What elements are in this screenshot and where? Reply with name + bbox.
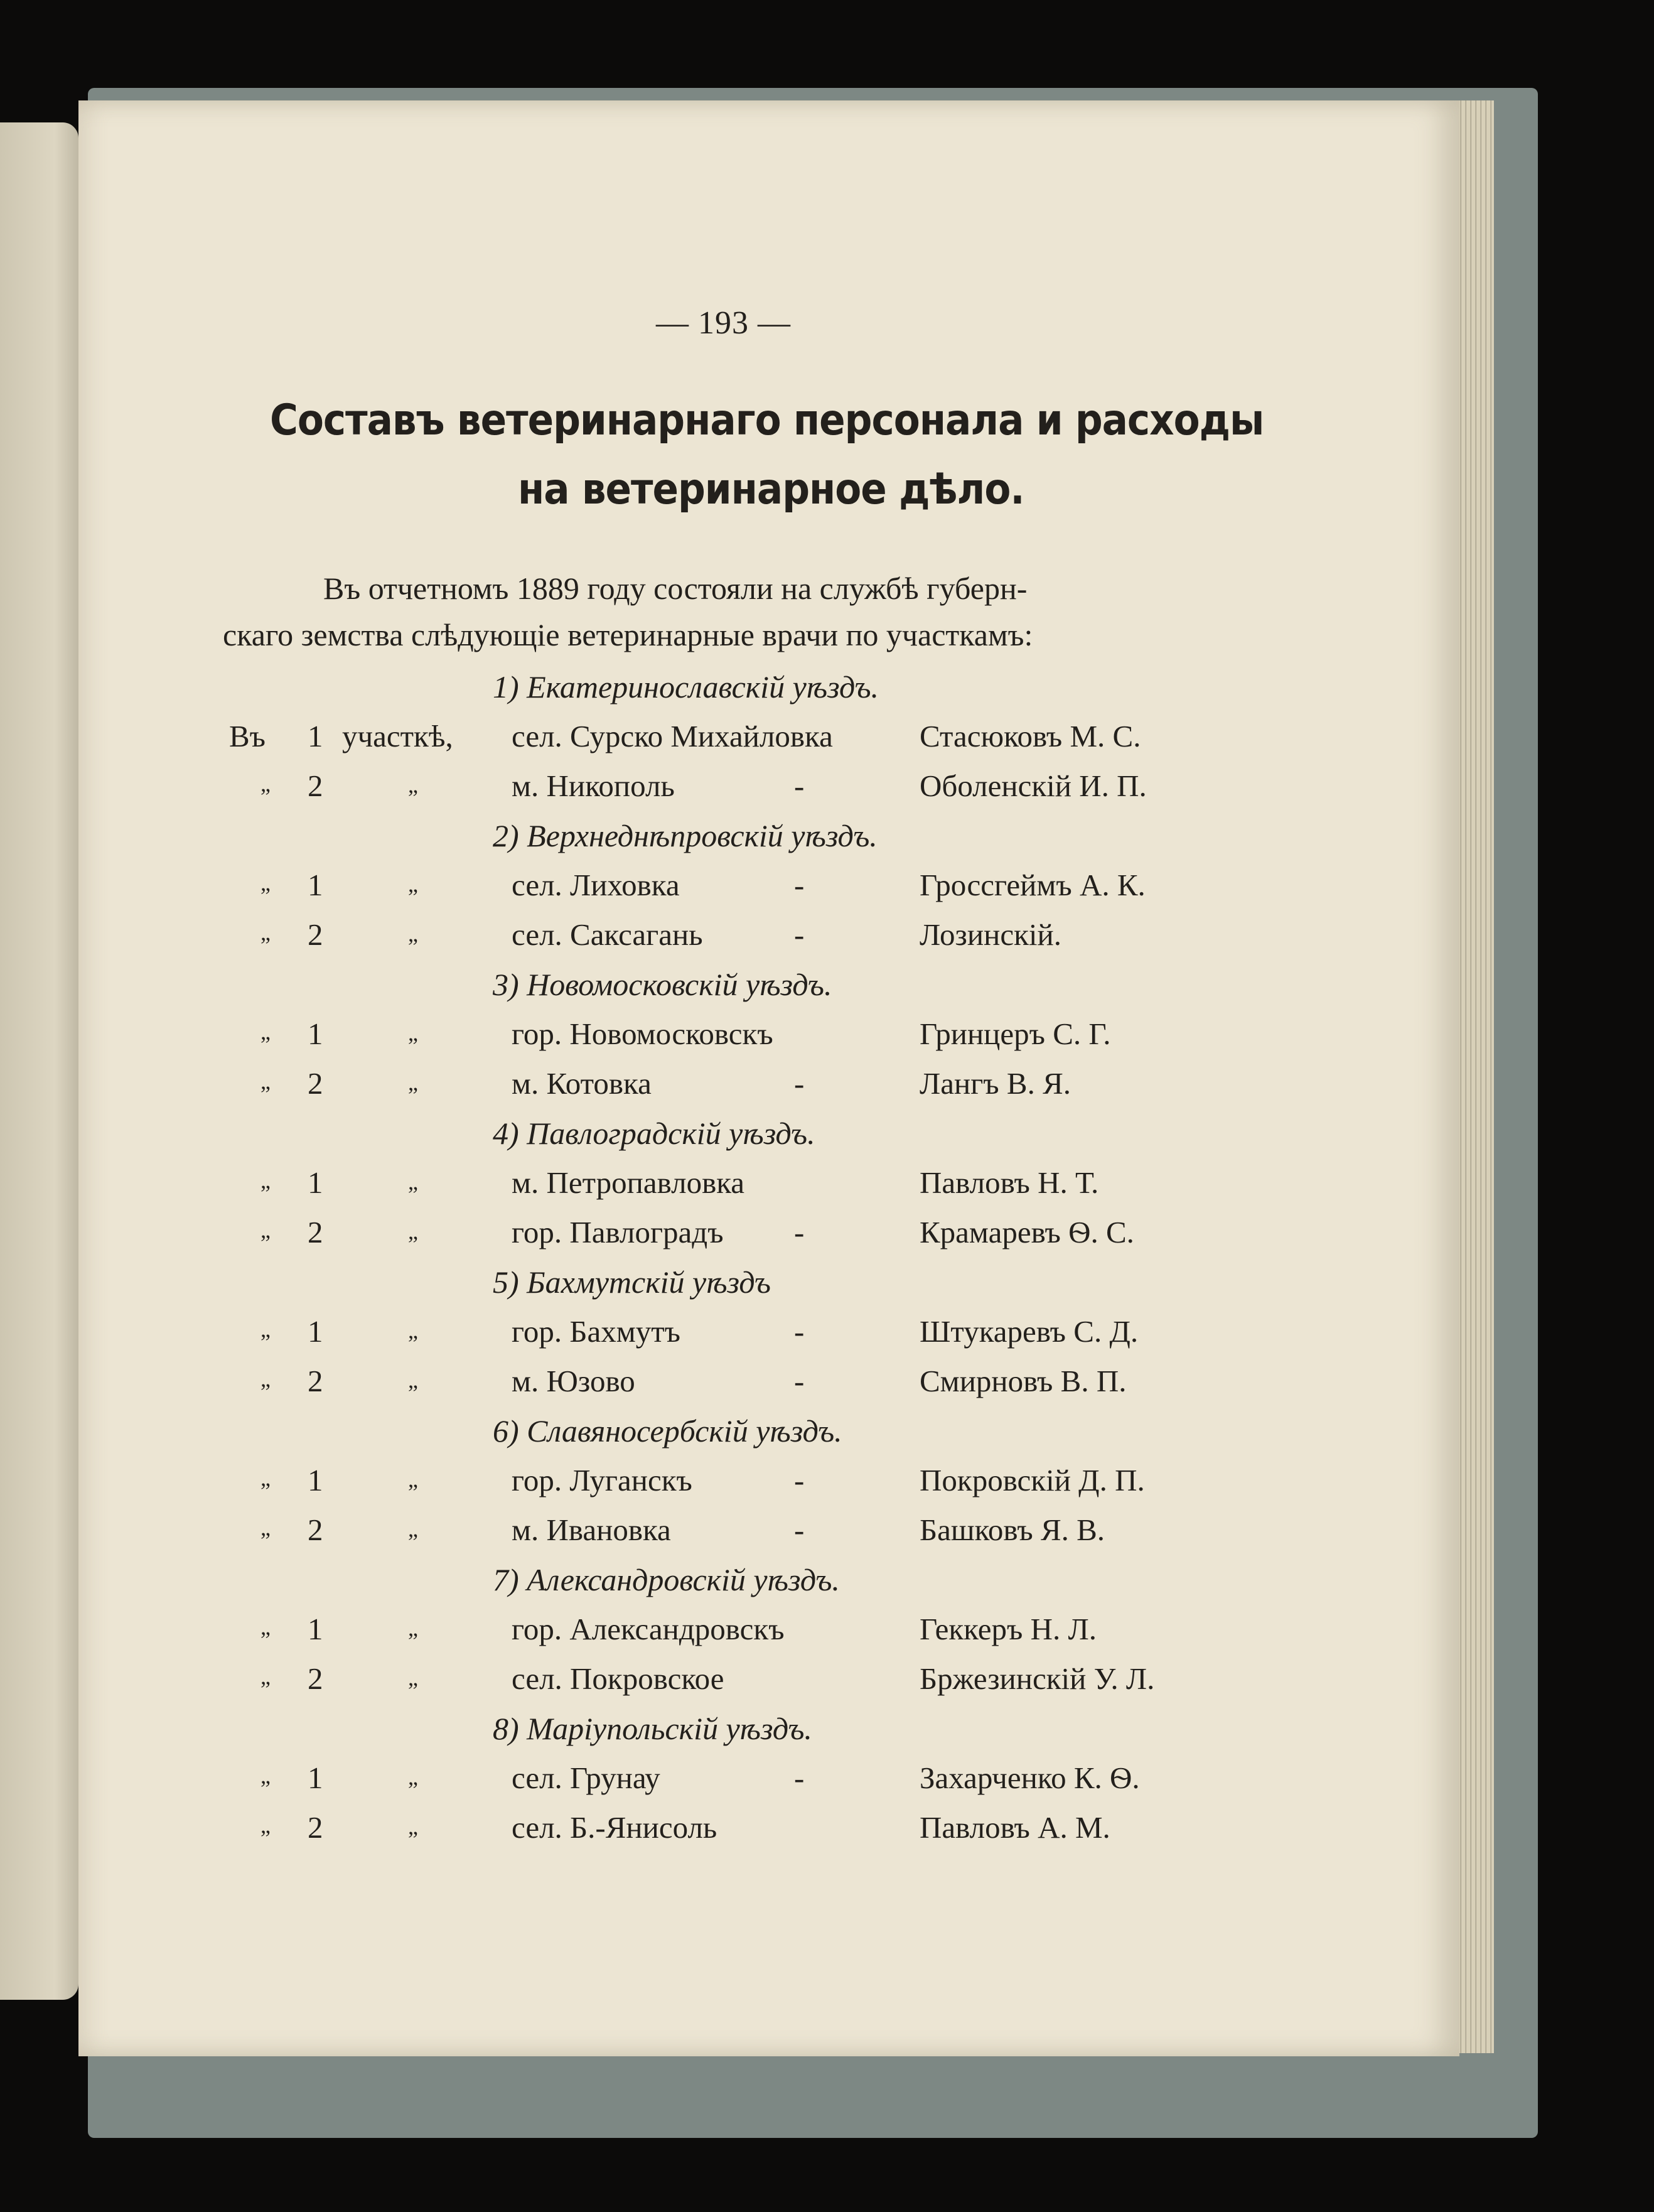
row-number: 1	[308, 1017, 323, 1051]
row-place: м. Никополь	[512, 769, 675, 803]
row-unit: „	[408, 1764, 418, 1789]
district-header: 5) Бахмутскій уѣздъ	[493, 1265, 771, 1300]
row-unit: „	[408, 871, 418, 897]
row-physician: Штукаревъ С. Д.	[920, 1314, 1139, 1349]
row-physician: Гроссгеймъ А. К.	[920, 868, 1146, 902]
row-prefix: „	[260, 1465, 271, 1491]
row-prefix: „	[260, 1217, 271, 1243]
row-prefix: „	[260, 1515, 271, 1540]
title-line-2: на ветеринарное дѣло.	[518, 465, 1024, 514]
row-number: 2	[308, 769, 323, 803]
row-dash: -	[794, 1761, 805, 1795]
row-number: 1	[308, 719, 323, 753]
row-place: сел. Лиховка	[512, 868, 680, 902]
page-edges	[1456, 100, 1494, 2053]
intro-line-2: скаго земства слѣдующіе ветеринарные врачи по участкамъ:	[223, 617, 1033, 652]
row-place: сел. Б.-Янисоль	[512, 1810, 717, 1845]
row-prefix: „	[260, 771, 271, 796]
row-prefix: „	[260, 1614, 271, 1639]
row-number: 1	[308, 868, 323, 902]
row-number: 1	[308, 1463, 323, 1497]
row-number: 1	[308, 1165, 323, 1200]
row-physician: Башковъ Я. В.	[920, 1513, 1105, 1547]
row-unit: „	[408, 1020, 418, 1045]
row-dash: -	[794, 1513, 805, 1547]
facing-page-edge	[0, 122, 78, 2000]
row-prefix: „	[260, 1366, 271, 1391]
row-prefix: Въ	[229, 719, 266, 753]
row-physician: Бржезинскій У. Л.	[920, 1661, 1155, 1696]
row-unit: „	[408, 1368, 418, 1393]
row-number: 1	[308, 1612, 323, 1646]
row-number: 2	[308, 1810, 323, 1845]
row-dash: -	[794, 868, 805, 902]
district-header: 2) Верхнеднѣпровскій уѣздъ.	[493, 818, 878, 853]
row-physician: Павловъ А. М.	[920, 1810, 1110, 1845]
row-physician: Крамаревъ Ѳ. С.	[920, 1215, 1134, 1249]
row-dash: -	[794, 1463, 805, 1497]
row-unit: „	[408, 1070, 418, 1095]
row-physician: Смирновъ В. П.	[920, 1364, 1127, 1398]
row-physician: Геккеръ Н. Л.	[920, 1612, 1097, 1646]
row-physician: Лангъ В. Я.	[920, 1066, 1071, 1101]
row-unit: участкѣ,	[342, 719, 453, 753]
row-number: 1	[308, 1761, 323, 1795]
row-place: сел. Сурско Михайловка	[512, 719, 833, 753]
row-number: 2	[308, 1215, 323, 1249]
row-physician: Павловъ Н. Т.	[920, 1165, 1099, 1200]
row-unit: „	[408, 1516, 418, 1541]
row-number: 2	[308, 1364, 323, 1398]
district-header: 6) Славяносербскій уѣздъ.	[493, 1413, 842, 1449]
row-prefix: „	[260, 1763, 271, 1788]
row-prefix: „	[260, 1019, 271, 1044]
row-place: сел. Покровское	[512, 1661, 724, 1696]
intro-line-1: Въ отчетномъ 1889 году состояли на службѣ губерн-	[323, 571, 1028, 606]
row-physician: Лозинскій.	[920, 917, 1061, 952]
row-unit: „	[408, 1814, 418, 1839]
row-unit: „	[408, 1665, 418, 1690]
row-place: сел. Саксагань	[512, 917, 703, 952]
row-number: 1	[308, 1314, 323, 1349]
row-physician: Захарченко К. Ѳ.	[920, 1761, 1140, 1795]
document-page	[78, 100, 1459, 2056]
row-dash: -	[794, 769, 805, 803]
row-place: гор. Новомосковскъ	[512, 1017, 773, 1051]
row-unit: „	[408, 1467, 418, 1492]
district-header: 7) Александровскій уѣздъ.	[493, 1562, 840, 1597]
row-unit: „	[408, 921, 418, 946]
district-header: 4) Павлоградскій уѣздъ.	[493, 1116, 815, 1151]
row-number: 2	[308, 1513, 323, 1547]
row-unit: „	[408, 1169, 418, 1194]
row-place: м. Петропавловка	[512, 1165, 745, 1200]
district-header: 3) Новомосковскій уѣздъ.	[493, 967, 832, 1002]
row-dash: -	[794, 917, 805, 952]
row-prefix: „	[260, 1168, 271, 1193]
row-place: гор. Александровскъ	[512, 1612, 785, 1646]
district-header: 8) Маріупольскій уѣздъ.	[493, 1711, 812, 1746]
row-place: гор. Бахмутъ	[512, 1314, 681, 1349]
row-prefix: „	[260, 1813, 271, 1838]
row-prefix: „	[260, 920, 271, 945]
row-prefix: „	[260, 1664, 271, 1689]
row-physician: Гринцеръ С. Г.	[920, 1017, 1111, 1051]
row-physician: Стасюковъ М. С.	[920, 719, 1141, 753]
row-place: м. Котовка	[512, 1066, 652, 1101]
row-place: сел. Грунау	[512, 1761, 660, 1795]
row-dash: -	[794, 1314, 805, 1349]
row-unit: „	[408, 772, 418, 797]
row-place: м. Ивановка	[512, 1513, 671, 1547]
district-header: 1) Екатеринославскій уѣздъ.	[493, 669, 879, 704]
title-line-1: Составъ ветеринарнаго персонала и расходы	[270, 396, 1264, 445]
row-physician: Оболенскій И. П.	[920, 769, 1147, 803]
row-prefix: „	[260, 1317, 271, 1342]
row-prefix: „	[260, 870, 271, 895]
row-unit: „	[408, 1616, 418, 1641]
row-place: м. Юзово	[512, 1364, 635, 1398]
row-unit: „	[408, 1219, 418, 1244]
row-prefix: „	[260, 1069, 271, 1094]
row-physician: Покровскій Д. П.	[920, 1463, 1145, 1497]
row-place: гор. Луганскъ	[512, 1463, 692, 1497]
row-dash: -	[794, 1215, 805, 1249]
row-dash: -	[794, 1364, 805, 1398]
page-number: — 193 —	[656, 305, 791, 341]
row-number: 2	[308, 1066, 323, 1101]
row-number: 2	[308, 1661, 323, 1696]
row-unit: „	[408, 1318, 418, 1343]
row-place: гор. Павлоградъ	[512, 1215, 724, 1249]
row-dash: -	[794, 1066, 805, 1101]
row-number: 2	[308, 917, 323, 952]
